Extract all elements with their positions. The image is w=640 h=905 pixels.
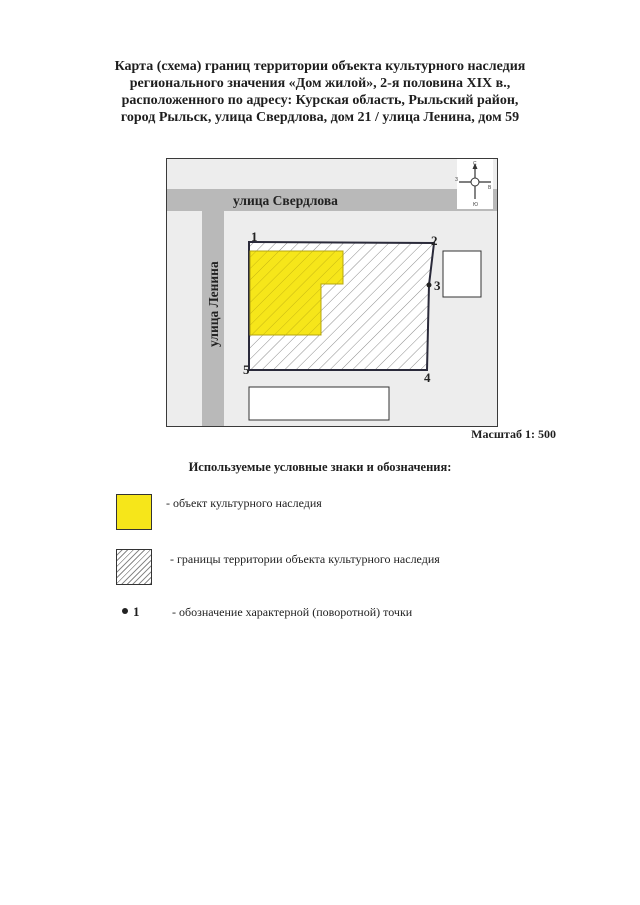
compass-west: З [455,177,459,183]
legend-point-marker [122,604,140,620]
point-1-label: 1 [251,229,258,244]
neighbour-building-east [443,251,481,297]
legend-point-number: 1 [133,604,140,619]
point-dot-icon [122,608,128,614]
compass-south: Ю [473,202,479,208]
legend-heritage-swatch [116,494,152,530]
compass-east: В [488,185,492,191]
title-line-1: Карта (схема) границ территории объекта культурного наследия [114,59,526,74]
title-line-3: расположенного по адресу: Курская область, Рыльский район, [121,93,519,108]
neighbour-building-south [249,387,389,420]
title-line-2: регионального значения «Дом жилой», 2-я половина XIX в., [129,76,511,91]
compass-rose-icon [455,159,493,209]
legend-boundary-swatch [116,549,152,585]
point-2-label: 2 [431,233,438,248]
point-5-label: 5 [243,362,250,377]
point-3-label: 3 [434,278,441,293]
territory-map [166,158,498,427]
legend-heritage-label: - объект культурного наследия [166,496,322,510]
point-4-label: 4 [424,370,431,385]
title-line-4: город Рыльск, улица Свердлова, дом 21 / улица Ленина, дом 59 [120,110,520,125]
legend-point-label: - обозначение характерной (поворотной) точки [172,605,413,619]
compass-north: С [473,161,477,167]
map-drawing [167,159,497,426]
map-scale: Масштаб 1: 500 [471,427,556,441]
street-sverdlova-label: улица Свердлова [233,193,338,208]
legend-boundary-label: - границы территории объекта культурного наследия [170,552,440,566]
document-title [60,58,580,126]
street-lenina-label: улица Ленина [206,261,221,347]
legend-title: Используемые условные знаки и обозначения: [188,460,452,474]
point-3-marker [427,283,432,288]
